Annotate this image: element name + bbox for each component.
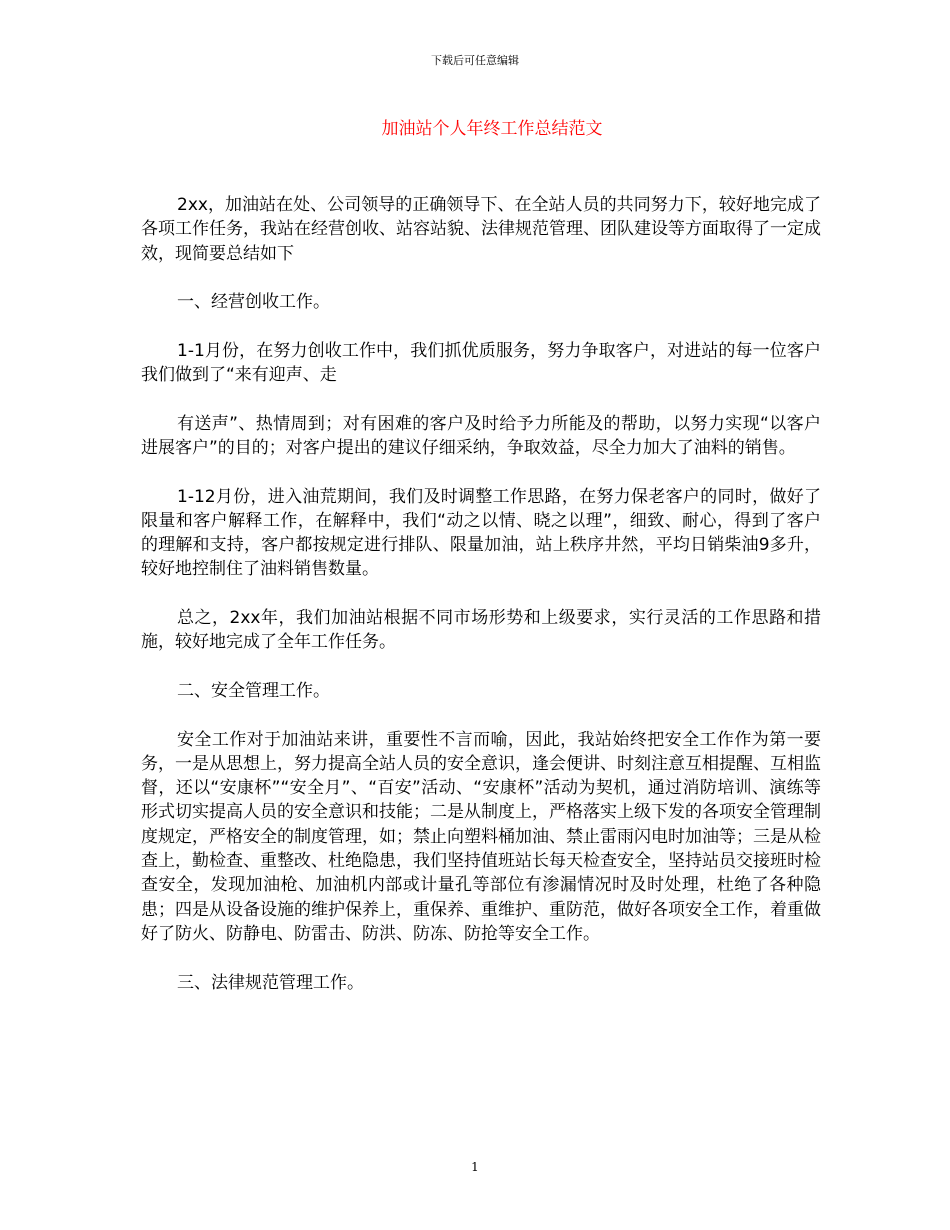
paragraph-jan: 1-1月份，在努力创收工作中，我们抓优质服务，努力争取客户，对进站的每一位客户我们做到了“来有迎声、走 — [141, 340, 821, 386]
section-heading-3: 三、法律规范管理工作。 — [177, 972, 364, 993]
document-body — [141, 193, 821, 995]
section-heading-1: 一、经营创收工作。 — [177, 292, 330, 313]
page-number: 1 — [471, 1160, 479, 1174]
section-heading-2: 二、安全管理工作。 — [177, 680, 330, 701]
paragraph-service: 有送声”、热情周到；对有困难的客户及时给予力所能及的帮助，以努力实现“以客户进展客户”的目的；对客户提出的建议仔细采纳，争取效益，尽全力加大了油料的销售。 — [141, 413, 821, 458]
paragraph-summary: 总之，2xx年，我们加油站根据不同市场形势和上级要求，实行灵活的工作思路和措施，较好地完成了全年工作任务。 — [141, 608, 821, 653]
header-note: 下载后可任意编辑 — [431, 54, 519, 67]
paragraph-intro: 2xx，加油站在处、公司领导的正确领导下、在全站人员的共同努力下，较好地完成了各项工作任务，我站在经营创收、站容站貌、法律规范管理、团队建设等方面取得了一定成效，现简要总结如下 — [141, 195, 821, 264]
document-title: 加油站个人年终工作总结范文 — [381, 119, 603, 139]
paragraph-safety: 安全工作对于加油站来讲，重要性不言而喻，因此，我站始终把安全工作作为第一要务，一是从思想上，努力提高全站人员的安全意识，逢会便讲、时刻注意互相提醒、互相监督，还以“安康杯”“安全月”、“百安”活动、“安康杯”活动为契机，通过消防培训、演练等形式切实提高人员的安全意识和技能；二是从制度上，严格落实上级下发的各项安全管理制度规定，严格安全的制度管理，如；禁止向塑料桶加油、禁止雷雨闪电时加油等；三是从检查上，勤检查、重整改、杜绝隐患，我们坚持值班站长每天检查安全，坚持站员交接班时检查安全，发现加油枪、加油机内部或计量孔等部位有渗漏情况时及时处理，杜绝了各种隐患；四是从设备设施的维护保养上，重保养、重维护、重防范，做好各项安全工作，着重做好了防火、防静电、防雷击、防洪、防冻、防抢等安全工作。 — [141, 729, 821, 944]
paragraph-dec: 1-12月份，进入油荒期间，我们及时调整工作思路，在努力保老客户的同时，做好了限量和客户解释工作，在解释中，我们“动之以情、晓之以理”，细致、耐心，得到了客户的理解和支持，客户都按规定进行排队、限量加油，站上秩序井然，平均日销柴油9多升，较好地控制住了油料销售数量。 — [141, 486, 821, 580]
